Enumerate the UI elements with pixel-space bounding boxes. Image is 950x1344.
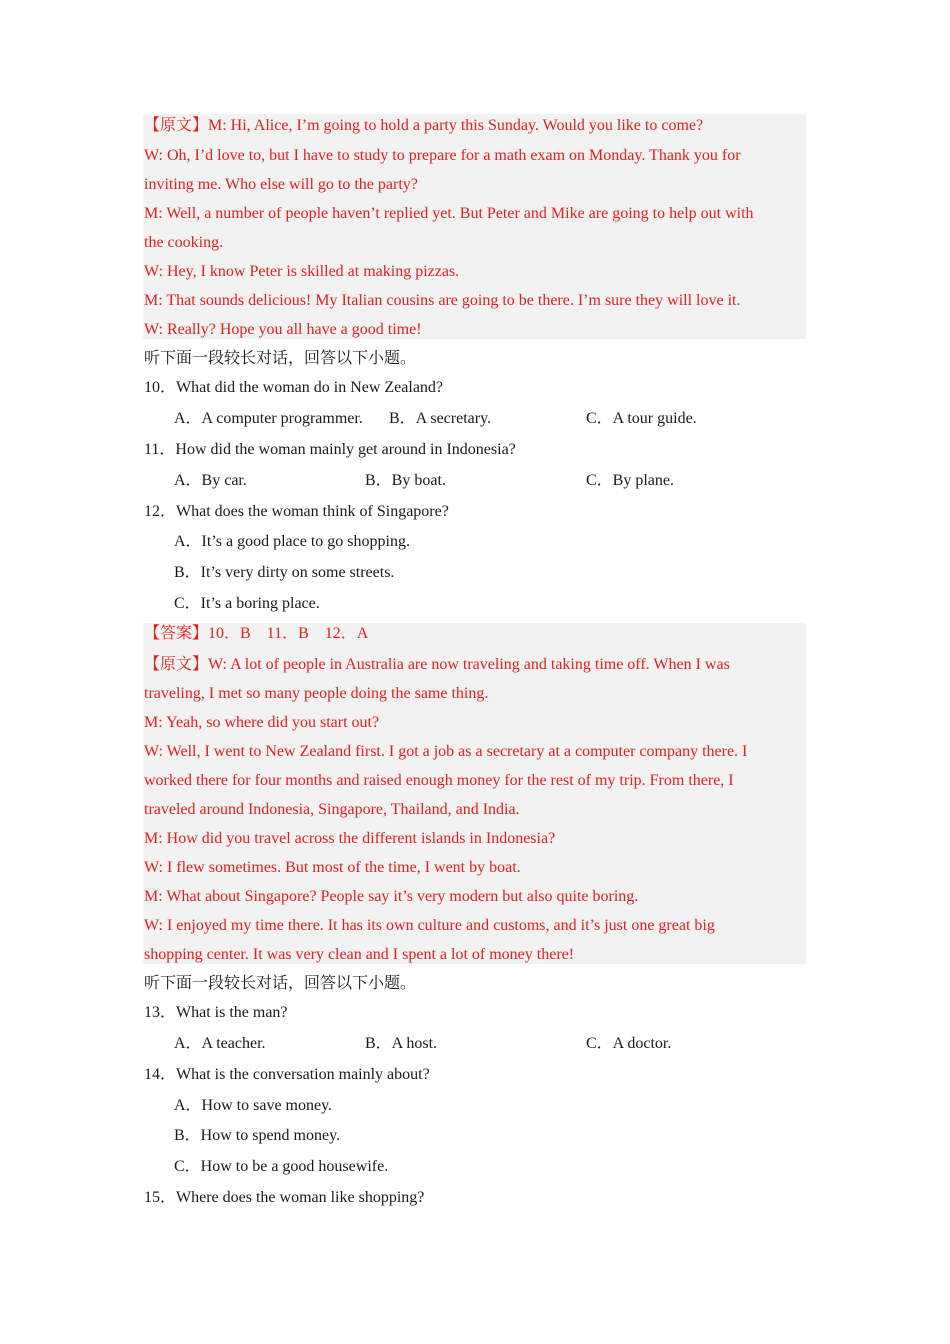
transcript-2-line-5: worked there for four months and raised enough money for the rest of my trip. From there, I	[144, 772, 734, 789]
question-14-stem: 14．What is the conversation mainly about?	[144, 1066, 430, 1083]
question-11-option-a: A．By car.	[174, 472, 247, 489]
question-10-stem: 10．What did the woman do in New Zealand?	[144, 379, 444, 396]
transcript-2-line-2: traveling, I met so many people doing the same thing.	[144, 685, 489, 702]
question-12-option-a: A．It’s a good place to go shopping.	[174, 533, 410, 550]
transcript-1-line-5: the cooking.	[144, 234, 224, 251]
section-intro-2: 听下面一段较长对话，回答以下小题。	[144, 975, 417, 992]
question-12-option-b: B．It’s very dirty on some streets.	[174, 564, 395, 581]
transcript-2-line-7: M: How did you travel across the different islands in Indonesia?	[144, 830, 556, 847]
question-12-option-c: C．It’s a boring place.	[174, 595, 320, 612]
question-14-option-b: B．How to spend money.	[174, 1127, 341, 1144]
transcript-2-line-6: traveled around Indonesia, Singapore, Thailand, and India.	[144, 801, 520, 818]
question-12-stem: 12．What does the woman think of Singapore?	[144, 503, 449, 520]
transcript-1-line-2: W: Oh, I’d love to, but I have to study to prepare for a math exam on Monday. Thank you for	[144, 147, 741, 164]
question-15-stem: 15．Where does the woman like shopping?	[144, 1189, 425, 1206]
transcript-1-line-7: M: That sounds delicious! My Italian cousins are going to be there. I’m sure they will love it.	[144, 292, 741, 309]
question-13-option-a: A．A teacher.	[174, 1035, 266, 1052]
transcript-2-line-4: W: Well, I went to New Zealand first. I got a job as a secretary at a computer company there. I	[144, 743, 748, 760]
question-13-option-c: C．A doctor.	[586, 1035, 672, 1052]
transcript-2-line-11: shopping center. It was very clean and I spent a lot of money there!	[144, 946, 575, 963]
question-13-option-b: B．A host.	[365, 1035, 438, 1052]
answer-key-10-12: 【答案】10．B 11．B 12．A	[144, 625, 369, 642]
question-10-option-b: B．A secretary.	[389, 410, 492, 427]
transcript-2-line-1: 【原文】W: A lot of people in Australia are now traveling and taking time off. When I was	[144, 656, 730, 673]
transcript-1-line-8: W: Really? Hope you all have a good time!	[144, 321, 422, 338]
question-13-stem: 13．What is the man?	[144, 1004, 288, 1021]
transcript-1-line-3: inviting me. Who else will go to the party?	[144, 176, 418, 193]
question-10-option-a: A．A computer programmer.	[174, 410, 363, 427]
question-11-option-b: B．By boat.	[365, 472, 446, 489]
transcript-1-line-6: W: Hey, I know Peter is skilled at making pizzas.	[144, 263, 460, 280]
transcript-2-line-10: W: I enjoyed my time there. It has its own culture and customs, and it’s just one great big	[144, 917, 715, 934]
transcript-1-line-4: M: Well, a number of people haven’t replied yet. But Peter and Mike are going to help out with	[144, 205, 754, 222]
question-14-option-a: A．How to save money.	[174, 1097, 333, 1114]
question-11-stem: 11．How did the woman mainly get around in Indonesia?	[144, 441, 516, 458]
transcript-2-line-8: W: I flew sometimes. But most of the time, I went by boat.	[144, 859, 521, 876]
transcript-1-line-1: 【原文】M: Hi, Alice, I’m going to hold a party this Sunday. Would you like to come?	[144, 117, 704, 134]
question-10-option-c: C．A tour guide.	[586, 410, 697, 427]
transcript-2-line-3: M: Yeah, so where did you start out?	[144, 714, 380, 731]
question-14-option-c: C．How to be a good housewife.	[174, 1158, 389, 1175]
question-11-option-c: C．By plane.	[586, 472, 674, 489]
transcript-2-line-9: M: What about Singapore? People say it’s very modern but also quite boring.	[144, 888, 639, 905]
section-intro-1: 听下面一段较长对话，回答以下小题。	[144, 350, 417, 367]
